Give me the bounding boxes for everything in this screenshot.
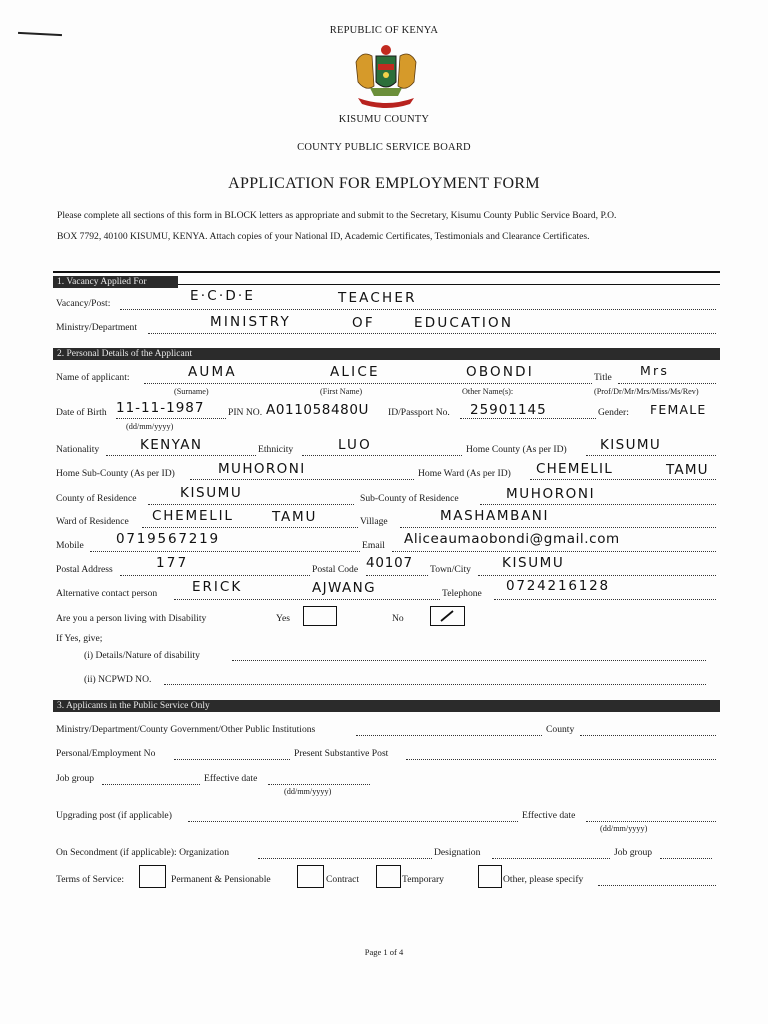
effective-date-caption: (dd/mm/yyyy) [284, 787, 332, 796]
village-label: Village [360, 516, 388, 527]
nationality-label: Nationality [56, 444, 100, 455]
county-public-field[interactable] [580, 735, 716, 736]
title-value[interactable]: Mrs [640, 363, 670, 378]
ward-residence-value-2[interactable]: TAMU [272, 509, 318, 525]
pin-label: PIN NO. [228, 407, 263, 418]
other-checkbox[interactable] [478, 865, 502, 888]
secondment-label: On Secondment (if applicable): Organization [56, 847, 229, 858]
ward-residence-label: Ward of Residence [56, 516, 129, 527]
personal-no-label: Personal/Employment No [56, 748, 156, 759]
alt-contact-value[interactable]: ERICK [192, 579, 243, 595]
coat-of-arms-icon [348, 42, 424, 108]
job-group-field-2[interactable] [660, 858, 712, 859]
gender-label: Gender: [598, 407, 629, 418]
intro-line-2: BOX 7792, 40100 KISUMU, KENYA. Attach copies of your National ID, Academic Certificates, Testimonials and Clearance Certificates. [57, 231, 590, 242]
county-residence-label: County of Residence [56, 493, 137, 504]
job-group-label-2: Job group [614, 847, 653, 858]
designation-field[interactable] [492, 858, 610, 859]
permanent-label: Permanent & Pensionable [171, 874, 271, 885]
postal-code-value[interactable]: 40107 [366, 555, 413, 571]
secondment-field[interactable] [258, 858, 432, 859]
form-title: APPLICATION FOR EMPLOYMENT FORM [228, 175, 540, 192]
disability-details-field[interactable] [232, 660, 706, 661]
home-ward-value[interactable]: CHEMELIL [536, 461, 613, 477]
ministry-label: Ministry/Department [56, 322, 137, 333]
id-label: ID/Passport No. [388, 407, 450, 418]
subcounty-residence-label: Sub-County of Residence [360, 493, 459, 504]
if-yes-label: If Yes, give; [56, 633, 103, 644]
contract-checkbox[interactable] [297, 865, 324, 888]
terms-label: Terms of Service: [56, 874, 125, 885]
intro-line-1: Please complete all sections of this form in BLOCK letters as appropriate and submit to the Secretary, Kisumu County Public Service Board, P.O. [57, 210, 617, 221]
home-subcounty-label: Home Sub-County (As per ID) [56, 468, 175, 479]
upgrading-field[interactable] [188, 821, 518, 822]
home-county-label: Home County (As per ID) [466, 444, 567, 455]
ministry-value[interactable]: MINISTRY [210, 314, 291, 330]
disability-yes-label: Yes [276, 613, 290, 624]
postal-code-label: Postal Code [312, 564, 359, 575]
email-label: Email [362, 540, 385, 551]
effective-date-caption-2: (dd/mm/yyyy) [600, 824, 648, 833]
effective-date-field-2[interactable] [586, 821, 716, 822]
alt-contact-value-2[interactable]: AJWANG [312, 580, 377, 596]
town-value[interactable]: KISUMU [502, 555, 565, 571]
surname-caption: (Surname) [174, 387, 209, 396]
ward-residence-value[interactable]: CHEMELIL [152, 508, 234, 524]
ministry-public-label: Ministry/Department/County Government/Other Public Institutions [56, 724, 316, 735]
subcounty-residence-value[interactable]: MUHORONI [506, 486, 596, 502]
disability-question: Are you a person living with Disability [56, 613, 207, 624]
republic-heading: REPUBLIC OF KENYA [329, 25, 439, 36]
dob-caption: (dd/mm/yyyy) [126, 422, 174, 431]
ncpwd-field[interactable] [164, 684, 706, 685]
other-names-caption: Other Name(s): [462, 387, 514, 396]
effective-date-label: Effective date [204, 773, 258, 784]
title-caption: (Prof/Dr/Mr/Mrs/Miss/Ms/Rev) [594, 387, 699, 396]
title-label: Title [594, 372, 612, 383]
designation-label: Designation [434, 847, 481, 858]
effective-date-label-2: Effective date [522, 810, 576, 821]
telephone-value[interactable]: 0724216128 [506, 578, 610, 594]
dob-label: Date of Birth [56, 407, 107, 418]
vacancy-label: Vacancy/Post: [56, 298, 111, 309]
nationality-value[interactable]: KENYAN [140, 437, 203, 453]
effective-date-field[interactable] [268, 784, 370, 785]
other-specify-field[interactable] [598, 885, 716, 886]
postal-address-label: Postal Address [56, 564, 113, 575]
ethnicity-value[interactable]: LUO [338, 437, 372, 453]
disability-yes-checkbox[interactable] [303, 606, 337, 626]
ministry-value-3[interactable]: EDUCATION [414, 315, 514, 331]
section-3-heading: 3. Applicants in the Public Service Only [53, 700, 720, 712]
other-names-value[interactable]: OBONDI [466, 364, 534, 380]
personal-no-field[interactable] [174, 759, 290, 760]
checkmark-icon [431, 607, 464, 625]
telephone-label: Telephone [442, 588, 482, 599]
home-ward-label: Home Ward (As per ID) [418, 468, 511, 479]
substantive-post-field[interactable] [406, 759, 716, 760]
permanent-checkbox[interactable] [139, 865, 166, 888]
vacancy-value-2[interactable]: TEACHER [338, 290, 417, 306]
substantive-post-label: Present Substantive Post [294, 748, 389, 759]
id-value[interactable]: 25901145 [470, 402, 547, 418]
county-public-label: County [546, 724, 575, 735]
home-subcounty-value[interactable]: MUHORONI [218, 461, 306, 477]
first-name-value[interactable]: ALICE [330, 364, 380, 380]
top-rule [53, 271, 720, 273]
board-heading: COUNTY PUBLIC SERVICE BOARD [297, 142, 471, 153]
job-group-label: Job group [56, 773, 95, 784]
county-heading: KISUMU COUNTY [338, 114, 430, 125]
ncpwd-label: (ii) NCPWD NO. [84, 674, 152, 685]
dob-value[interactable]: 11-11-1987 [116, 400, 205, 416]
mobile-value[interactable]: 0719567219 [116, 531, 220, 547]
mobile-label: Mobile [56, 540, 84, 551]
name-label: Name of applicant: [56, 372, 130, 383]
county-residence-value[interactable]: KISUMU [180, 485, 243, 501]
other-label: Other, please specify [503, 874, 584, 885]
contract-label: Contract [326, 874, 360, 885]
page-number: Page 1 of 4 [364, 947, 404, 957]
disability-details-label: (i) Details/Nature of disability [84, 650, 200, 661]
disability-no-checkbox[interactable] [430, 606, 465, 626]
vacancy-value[interactable]: E·C·D·E [190, 288, 256, 304]
pin-value[interactable]: A011058480U [266, 402, 370, 418]
email-value[interactable]: Aliceaumaobondi@gmail.com [404, 531, 620, 547]
upgrading-label: Upgrading post (if applicable) [56, 810, 172, 821]
temporary-checkbox[interactable] [376, 865, 401, 888]
alt-contact-label: Alternative contact person [56, 588, 158, 599]
temporary-label: Temporary [402, 874, 444, 885]
ethnicity-label: Ethnicity [258, 444, 294, 455]
gender-value[interactable]: FEMALE [650, 402, 707, 417]
home-county-value[interactable]: KISUMU [600, 437, 662, 453]
ministry-public-field[interactable] [356, 735, 542, 736]
first-name-caption: (First Name) [320, 387, 363, 396]
home-ward-value-2[interactable]: TAMU [666, 462, 709, 478]
ministry-value-2[interactable]: OF [352, 315, 375, 331]
surname-value[interactable]: AUMA [188, 364, 237, 380]
section-1-heading: 1. Vacancy Applied For [53, 276, 178, 288]
job-group-field[interactable] [102, 784, 200, 785]
village-value[interactable]: MASHAMBANI [440, 508, 550, 524]
disability-no-label: No [392, 613, 404, 624]
town-label: Town/City [430, 564, 471, 575]
postal-address-value[interactable]: 177 [156, 555, 189, 571]
section-2-heading: 2. Personal Details of the Applicant [53, 348, 720, 360]
